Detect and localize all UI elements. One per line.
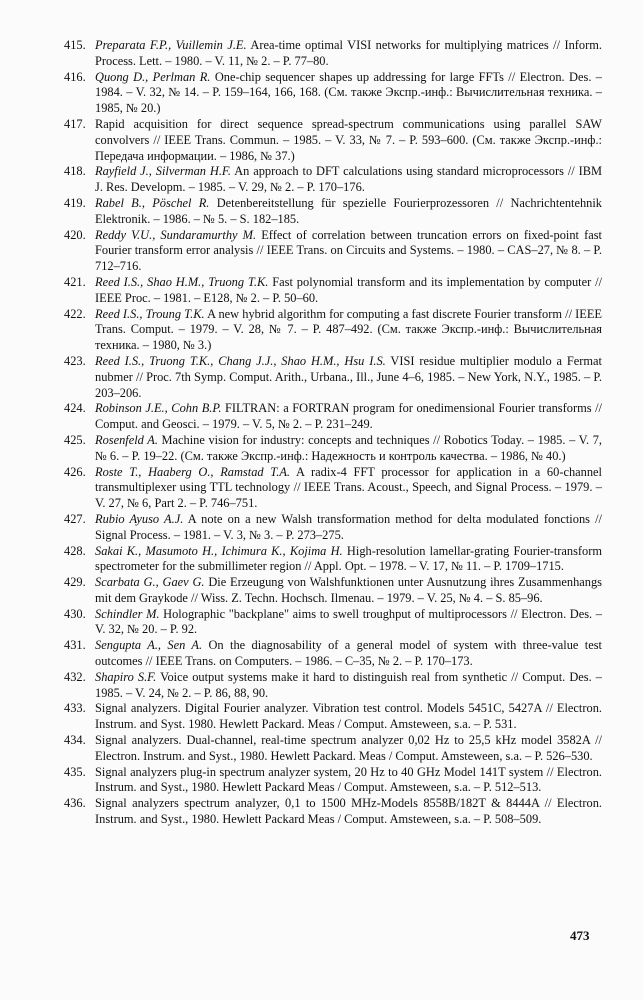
reference-text: Detenbereitstellung für spezielle Fourierprozessoren // Nachrichtentehnik Elektronik. – 1986. – № 5. – S. 182–185. bbox=[95, 195, 602, 226]
reference-authors: Quong D., Perlman R. bbox=[95, 69, 211, 84]
reference-number: 434. bbox=[64, 733, 86, 748]
reference-text: VISI residue multiplier modulo a Fermat nubmer // Proc. 7th Symp. Comput. Arith., Urbana., Ill., June 4–6, 1985. – New York, N.Y., 1985. – P. 203–206. bbox=[95, 353, 602, 400]
reference-authors: Rosenfeld A. bbox=[95, 432, 158, 447]
reference-number: 423. bbox=[64, 353, 86, 368]
reference-item bbox=[64, 433, 602, 465]
reference-item bbox=[64, 765, 602, 797]
reference-item bbox=[64, 733, 602, 765]
reference-text: A new hybrid algorithm for computing a fast discrete Fourier transform // IEEE Trans. Comput. – 1979. – V. 28, № 7. – P. 487–492. (См. также Экспр.-инф.: Вычислительная техника. – 1980, № 3.) bbox=[95, 306, 602, 353]
reference-authors: Preparata F.P., Vuillemin J.E. bbox=[95, 38, 247, 52]
reference-authors: Rabel B., Pöschel R. bbox=[95, 195, 210, 210]
reference-number: 431. bbox=[64, 638, 86, 653]
reference-text: Signal analyzers. Dual-channel, real-time spectrum analyzer 0,02 Hz to 25,5 kHz model 3582A // Electron. Instrum. and Syst., 1980. Hewlett Packard. Meas / Comput. Amsteween, s.a. – P. 526–530. bbox=[95, 733, 602, 763]
reference-text: One-chip sequencer shapes up addressing for large FFTs // Electron. Des. – 1984. – V. 32, № 14. – P. 159–164, 166, 168. (См. также Экспр.-инф.: Вычислительная техника. – 1985, № 20.) bbox=[95, 69, 603, 116]
reference-number: 433. bbox=[64, 701, 86, 716]
reference-authors: Roste T., Haaberg O., Ramstad T.A. bbox=[95, 464, 291, 479]
reference-item bbox=[64, 70, 602, 117]
reference-item bbox=[64, 607, 602, 639]
reference-number: 436. bbox=[64, 796, 86, 811]
reference-text: Fast polynomial transform and its implementation by computer // IEEE Proc. – 1981. – E128, № 2. – P. 50–60. bbox=[95, 274, 603, 305]
reference-authors: Sakai K., Masumoto H., Ichimura K., Kojima H. bbox=[95, 543, 343, 558]
reference-text: An approach to DFT calculations using standard microprocessors // IBM J. Res. Developm. – 1985. – V. 29, № 2. – P. 170–176. bbox=[95, 164, 602, 195]
reference-number: 432. bbox=[64, 669, 86, 684]
reference-item bbox=[64, 117, 602, 164]
reference-number: 421. bbox=[64, 274, 86, 289]
reference-number: 420. bbox=[64, 227, 86, 242]
reference-number: 422. bbox=[64, 306, 86, 321]
reference-authors: Schindler M. bbox=[95, 606, 160, 621]
reference-item bbox=[64, 38, 602, 70]
reference-text: FILTRAN: a FORTRAN program for onedimensional Fourier transforms // Comput. and Geosci. – 1979. – V. 5, № 2. – P. 231–249. bbox=[95, 401, 602, 432]
reference-number: 427. bbox=[64, 511, 86, 526]
reference-text: A radix-4 FFT processor for application in a 60-channel transmultiplexer using TTL technology // IEEE Trans. Acoust., Speech, and Signal Process. – 1979. – V. 27, № 6, Part 2. – P. 746–751. bbox=[95, 464, 602, 511]
reference-authors: Robinson J.E., Cohn B.P. bbox=[95, 401, 222, 416]
reference-text: Rapid acquisition for direct sequence spread-spectrum communications using parallel SAW convolvers // IEEE Trans. Commun. – 1985. – V. 33, № 7. – P. 593–600. (См. также Экспр.-инф.: Передача информации. – 1986, № 37.) bbox=[95, 116, 602, 163]
reference-item bbox=[64, 638, 602, 670]
reference-list bbox=[64, 38, 602, 828]
reference-text: High-resolution lamellar-grating Fourier-transform spectrometer for the submillimeter region // Appl. Opt. – 1978. – V. 17, № 11. – P. 1709–1715. bbox=[95, 543, 602, 574]
reference-authors: Reed I.S., Truong T.K., Chang J.J., Shao H.M., Hsu I.S. bbox=[95, 353, 386, 368]
reference-item bbox=[64, 701, 602, 733]
reference-text: Effect of correlation between truncation errors on fixed-point fast Fourier transform error analysis // IEEE Trans. on Circuits and Systems. – 1980. – CAS–27, № 8. – P. 712–716. bbox=[95, 227, 603, 274]
reference-number: 416. bbox=[64, 69, 86, 84]
reference-text: Machine vision for industry: concepts and techniques // Robotics Today. – 1985. – V. 7, № 6. – P. 19–22. (См. также Экспр.-инф.: Надежность и контроль качества. – 1986, № 40.) bbox=[95, 432, 602, 463]
page-number: 473 bbox=[570, 928, 590, 943]
reference-item bbox=[64, 228, 602, 275]
reference-text: Die Erzeugung von Walshfunktionen unter Ausnutzung ihres Zusammenhangs mit dem Graykode // Wiss. Z. Techn. Hochsch. Ilmenau. – 1979. – V. 25, № 4. – S. 85–96. bbox=[95, 575, 602, 605]
reference-number: 428. bbox=[64, 543, 86, 558]
reference-number: 426. bbox=[64, 464, 86, 479]
reference-item bbox=[64, 196, 602, 228]
reference-number: 419. bbox=[64, 195, 86, 210]
reference-item bbox=[64, 164, 602, 196]
reference-number: 425. bbox=[64, 432, 86, 447]
reference-number: 418. bbox=[64, 164, 86, 179]
reference-text: Area-time optimal VISI networks for multiplying matrices // Inform. Process. Lett. – 1980. – V. 11, № 2. – P. 77–80. bbox=[95, 38, 602, 68]
reference-text: Holographic "backplane" aims to swell troughput of multiprocessors // Electron. Des. – V. 32, № 20. – P. 92. bbox=[95, 606, 602, 637]
reference-authors: Rubio Ayuso A.J. bbox=[95, 511, 184, 526]
reference-text: A note on a new Walsh transformation method for delta modulated fonctions // Signal Process. – 1981. – V. 3, № 3. – P. 273–275. bbox=[95, 511, 602, 542]
reference-item bbox=[64, 465, 602, 512]
reference-number: 424. bbox=[64, 401, 86, 416]
reference-item bbox=[64, 512, 602, 544]
reference-authors: Reed I.S., Shao H.M., Truong T.K. bbox=[95, 274, 269, 289]
reference-item bbox=[64, 354, 602, 401]
reference-item bbox=[64, 575, 602, 607]
reference-item bbox=[64, 307, 602, 354]
reference-item bbox=[64, 796, 602, 828]
reference-text: Signal analyzers plug-in spectrum analyzer system, 20 Hz to 40 GHz Model 141T system // Electron. Instrum. and Syst., 1980. Hewlett Packard Meas / Comput. Amsteween, s.a. – P. 512–513. bbox=[95, 764, 602, 795]
reference-authors: Shapiro S.F. bbox=[95, 669, 157, 684]
reference-text: Signal analyzers. Digital Fourier analyzer. Vibration test control. Models 5451C, 5427A // Electron. Instrum. and Syst. 1980. Hewlett Packard. Meas / Comput. Amsteween, s.a. – P. 531. bbox=[95, 701, 602, 732]
reference-text: On the diagnosability of a general model of system with three-value test outcomes // IEEE Trans. on Computers. – 1986. – C–35, № 2. – P. 170–173. bbox=[95, 638, 602, 669]
reference-number: 430. bbox=[64, 606, 86, 621]
reference-number: 435. bbox=[64, 764, 86, 779]
reference-text: Voice output systems make it hard to distinguish real from synthetic // Comput. Des. – 1985. – V. 24, № 2. – P. 86, 88, 90. bbox=[95, 669, 602, 700]
reference-item bbox=[64, 275, 602, 307]
reference-number: 429. bbox=[64, 575, 86, 590]
reference-text: Signal analyzers spectrum analyzer, 0,1 to 1500 MHz-Models 8558B/182T & 8444A // Electron. Instrum. and Syst., 1980. Hewlett Packard Meas / Comput. Amsteween, s.a. – P. 508–509. bbox=[95, 796, 602, 827]
reference-authors: Sengupta A., Sen A. bbox=[95, 638, 203, 653]
reference-number: 415. bbox=[64, 38, 86, 52]
reference-authors: Reddy V.U., Sundaramurthy M. bbox=[95, 227, 257, 242]
reference-authors: Rayfield J., Silverman H.F. bbox=[95, 164, 231, 179]
reference-number: 417. bbox=[64, 116, 86, 131]
reference-authors: Reed I.S., Troung T.K. bbox=[95, 306, 205, 321]
reference-item bbox=[64, 670, 602, 702]
reference-authors: Scarbata G., Gaev G. bbox=[95, 575, 205, 590]
reference-item bbox=[64, 544, 602, 576]
reference-item bbox=[64, 401, 602, 433]
